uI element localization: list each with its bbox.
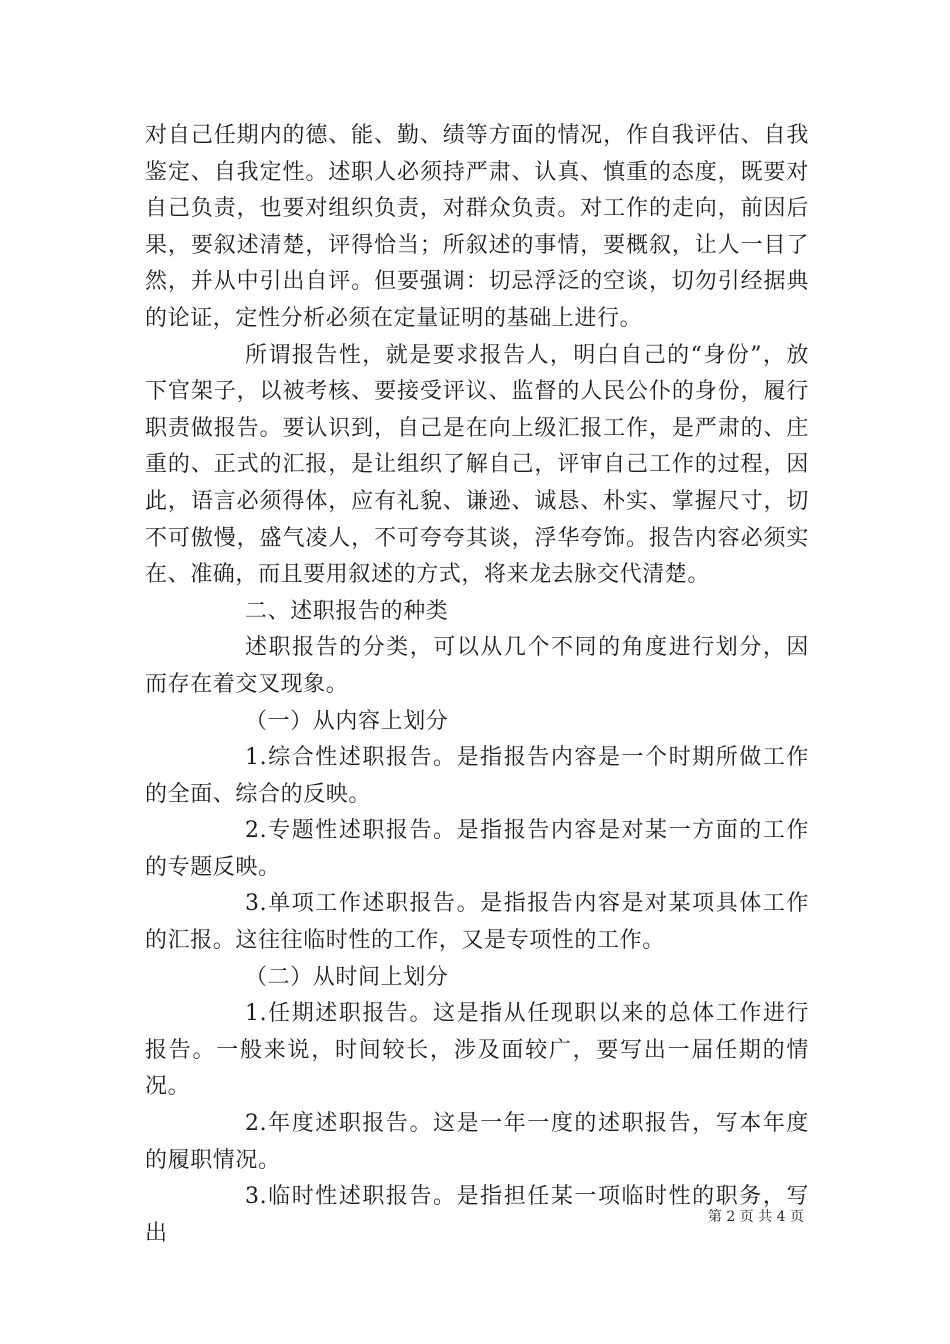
subheading-by-content: （一）从内容上划分 [245,708,449,734]
list-item-annual: 2.年度述职报告。这是一年一度的述职报告，写本年度的履职情况。 [145,1111,809,1173]
list-item-term: 1.任期述职报告。这是指从任现职以来的总体工作进行报告。一般来说，时间较长，涉及面较广，要写出一届任期的情况。 [145,1001,809,1100]
section-heading-report-types: 二、述职报告的种类 [245,598,449,624]
list-item-single-task: 3.单项工作述职报告。是指报告内容是对某项具体工作的汇报。这往往临时性的工作，又是专项性的工作。 [145,891,809,954]
paragraph-self-evaluation: 对自己任期内的德、能、勤、绩等方面的情况，作自我评估、自我鉴定、自我定性。述职人必须持严肃、认真、慎重的态度，既要对自己负责，也要对组织负责，对群众负责。对工作的走向，前因后果，要叙述清楚，评得恰当；所叙述的事情，要概叙，让人一目了然，并从中引出自评。但要强调：切忌浮泛的空谈，切勿引经据典的论证，定性分析必须在定量证明的基础上进行。 [145,123,809,331]
list-item-thematic: 2.专题性述职报告。是指报告内容是对某一方面的工作的专题反映。 [145,818,809,880]
document-body [145,118,809,1252]
list-item-temporary: 3.临时性述职报告。是指担任某一项临时性的职务，写出 [145,1184,809,1246]
paragraph-classification: 述职报告的分类，可以从几个不同的角度进行划分，因而存在着交叉现象。 [145,635,809,697]
page-number: 第 2 页 共 4 页 [707,1209,804,1225]
paragraph-reporting-nature: 所谓报告性，就是要求报告人，明白自己的“身份”，放下官架子，以被考核、要接受评议、监督的人民公仆的身份，履行职责做报告。要认识到，自己是在向上级汇报工作，是严肃的、庄重的、正式的汇报，是让组织了解自己，评审自己工作的过程，因此，语言必须得体，应有礼貌、谦逊、诚恳、朴实、掌握尺寸，切不可傲慢，盛气凌人，不可夸夸其谈，浮华夸饰。报告内容必须实在、准确，而且要用叙述的方式，将来龙去脉交代清楚。 [145,342,809,588]
subheading-by-time: （二）从时间上划分 [245,964,449,990]
list-item-comprehensive: 1.综合性述职报告。是指报告内容是一个时期所做工作的全面、综合的反映。 [145,745,809,807]
